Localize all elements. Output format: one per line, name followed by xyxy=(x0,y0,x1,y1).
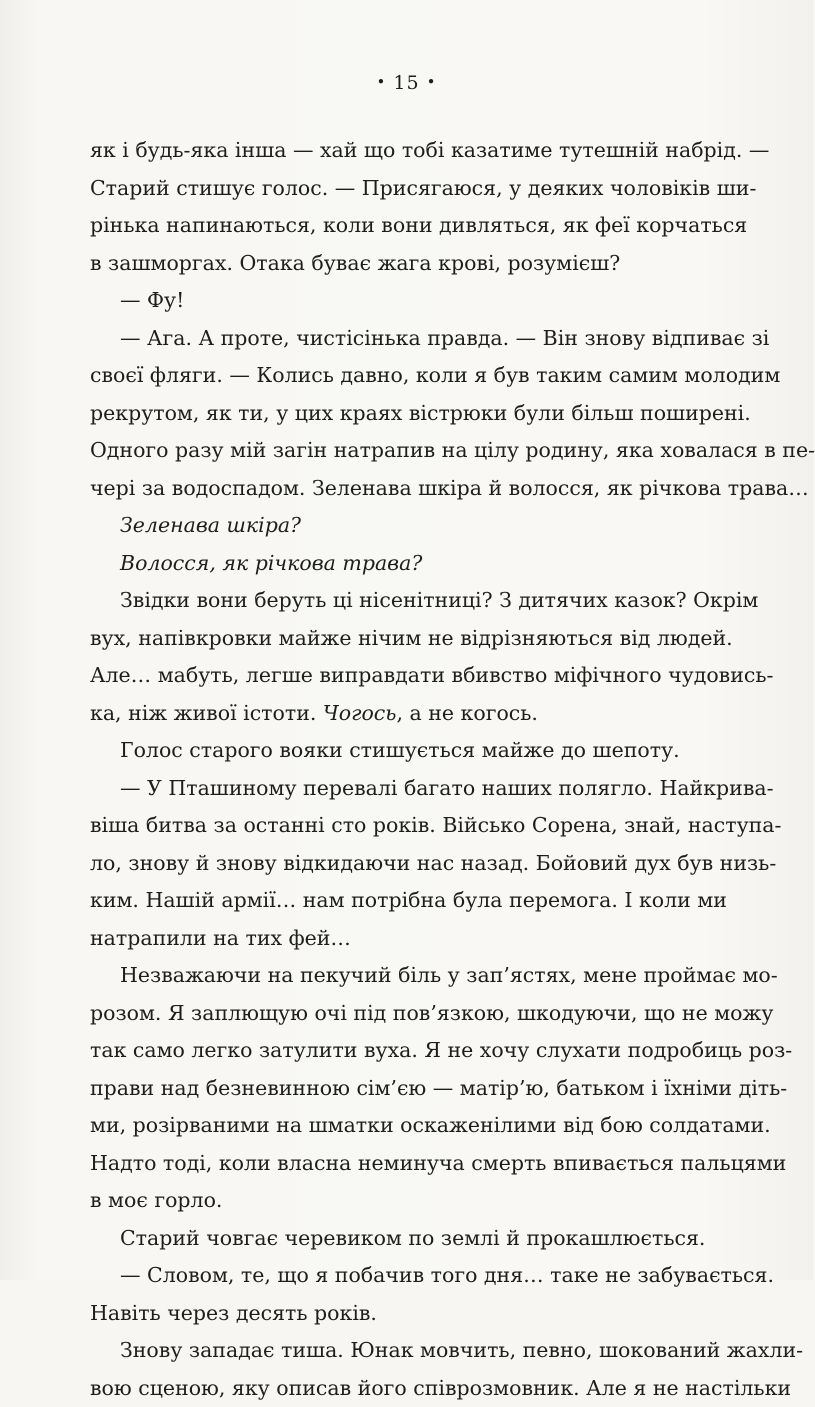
body-text xyxy=(90,132,718,1407)
text-line-content: Але… мабуть, легше виправдати вбивство міфічного чудовись- xyxy=(90,663,773,687)
text-line-content: Знову западає тиша. Юнак мовчить, певно, шокований жахли- xyxy=(120,1338,803,1362)
folio-dot-right: • xyxy=(427,73,437,91)
text-line-content: Надто тоді, коли власна неминуча смерть впивається пальцями xyxy=(90,1151,786,1175)
text-line-content: своєї фляги. — Колись давно, коли я був таким самим молодим xyxy=(90,363,780,387)
text-line-content: рекрутом, як ти, у цих краях вістрюки були більш поширені. xyxy=(90,401,751,425)
text-line-content: натрапили на тих фей… xyxy=(90,926,351,950)
text-line xyxy=(90,1032,718,1070)
text-line xyxy=(90,507,718,545)
text-line xyxy=(90,1332,718,1370)
text-line xyxy=(90,845,718,883)
text-line-content: Зеленава шкіра? xyxy=(120,513,301,537)
text-line-content: Голос старого вояки стишується майже до шепоту. xyxy=(120,738,680,762)
page-number xyxy=(0,72,813,94)
text-line-content: Навіть через десять років. xyxy=(90,1301,377,1325)
text-line-content: — Фу! xyxy=(120,288,184,312)
text-line-content: ло, знову й знову відкидаючи нас назад. Бойовий дух був низь- xyxy=(90,851,776,875)
folio-dot-left: • xyxy=(377,73,387,91)
text-line-content: в моє горло. xyxy=(90,1188,222,1212)
text-line-content: Старий стишує голос. — Присягаюся, у деяких чоловіків ши- xyxy=(90,176,756,200)
text-line xyxy=(90,170,718,208)
text-line xyxy=(90,470,718,508)
text-line-content: ким. Нашій армії… нам потрібна була перемога. І коли ми xyxy=(90,888,727,912)
text-line xyxy=(90,132,718,170)
text-line xyxy=(90,882,718,920)
text-line xyxy=(90,282,718,320)
text-line xyxy=(90,807,718,845)
text-line xyxy=(90,732,718,770)
text-line-content: Звідки вони беруть ці нісенітниці? З дитячих казок? Окрім xyxy=(120,588,758,612)
text-line-content: вух, напівкровки майже нічим не відрізняються від людей. xyxy=(90,626,733,650)
text-line xyxy=(90,1182,718,1220)
text-line-content: — Словом, те, що я побачив того дня… таке не забувається. xyxy=(120,1263,774,1287)
text-line-content: ка, ніж живої істоти. xyxy=(90,701,316,725)
text-line xyxy=(90,695,718,733)
text-line xyxy=(90,1145,718,1183)
text-line xyxy=(90,395,718,433)
page-number-value: 15 xyxy=(393,72,419,94)
text-line-content: вою сценою, яку описав його співрозмовник. Але я не настільки xyxy=(90,1376,791,1400)
text-line-content: — У Пташиному перевалі багато наших полягло. Найкрива- xyxy=(120,776,774,800)
text-line xyxy=(90,1220,718,1258)
text-line xyxy=(90,657,718,695)
text-line xyxy=(90,432,718,470)
text-line-content: так само легко затулити вуха. Я не хочу слухати подробиць роз- xyxy=(90,1038,792,1062)
text-line xyxy=(90,1107,718,1145)
text-line xyxy=(90,1295,718,1333)
text-line-content: прави над безневинною сім’єю — матір’ю, батьком і їхніми діть- xyxy=(90,1076,787,1100)
text-line-content: Старий човгає черевиком по землі й прокашлюється. xyxy=(120,1226,705,1250)
text-line xyxy=(90,320,718,358)
text-line-content: в зашморгах. Отака буває жага крові, розумієш? xyxy=(90,251,620,275)
text-line-content: розом. Я заплющую очі під пов’язкою, шкодуючи, що не можу xyxy=(90,1001,773,1025)
text-line xyxy=(90,357,718,395)
text-line xyxy=(90,957,718,995)
text-line xyxy=(90,1070,718,1108)
text-line-content: чері за водоспадом. Зеленава шкіра й волосся, як річкова трава… xyxy=(90,476,809,500)
text-line xyxy=(90,207,718,245)
text-line-content: Волосся, як річкова трава? xyxy=(120,551,422,575)
text-line-tail: , а не когось. xyxy=(396,701,537,725)
text-line xyxy=(90,920,718,958)
text-line xyxy=(90,245,718,283)
text-line xyxy=(90,620,718,658)
text-line-content: як і будь-яка інша — хай що тобі казатиме тутешній набрід. — xyxy=(90,138,769,162)
text-line xyxy=(90,1257,718,1295)
text-line xyxy=(90,582,718,620)
text-line-content: ми, розірваними на шматки оскаженілими від бою солдатами. xyxy=(90,1113,771,1137)
text-line xyxy=(90,995,718,1033)
italic-word: Чогось xyxy=(323,701,397,725)
text-line-content: — Ага. А проте, чистісінька правда. — Він знову відпиває зі xyxy=(120,326,769,350)
text-line xyxy=(90,545,718,583)
text-line-content: Незважаючи на пекучий біль у зап’ястях, мене проймає мо- xyxy=(120,963,778,987)
text-line-content: рінька напинаються, коли вони дивляться, як феї корчаться xyxy=(90,213,747,237)
text-line xyxy=(90,770,718,808)
text-line xyxy=(90,1370,718,1407)
text-line-content: віша битва за останні сто років. Військо Сорена, знай, наступа- xyxy=(90,813,781,837)
text-line-content: Одного разу мій загін натрапив на цілу родину, яка ховалася в пе- xyxy=(90,438,815,462)
